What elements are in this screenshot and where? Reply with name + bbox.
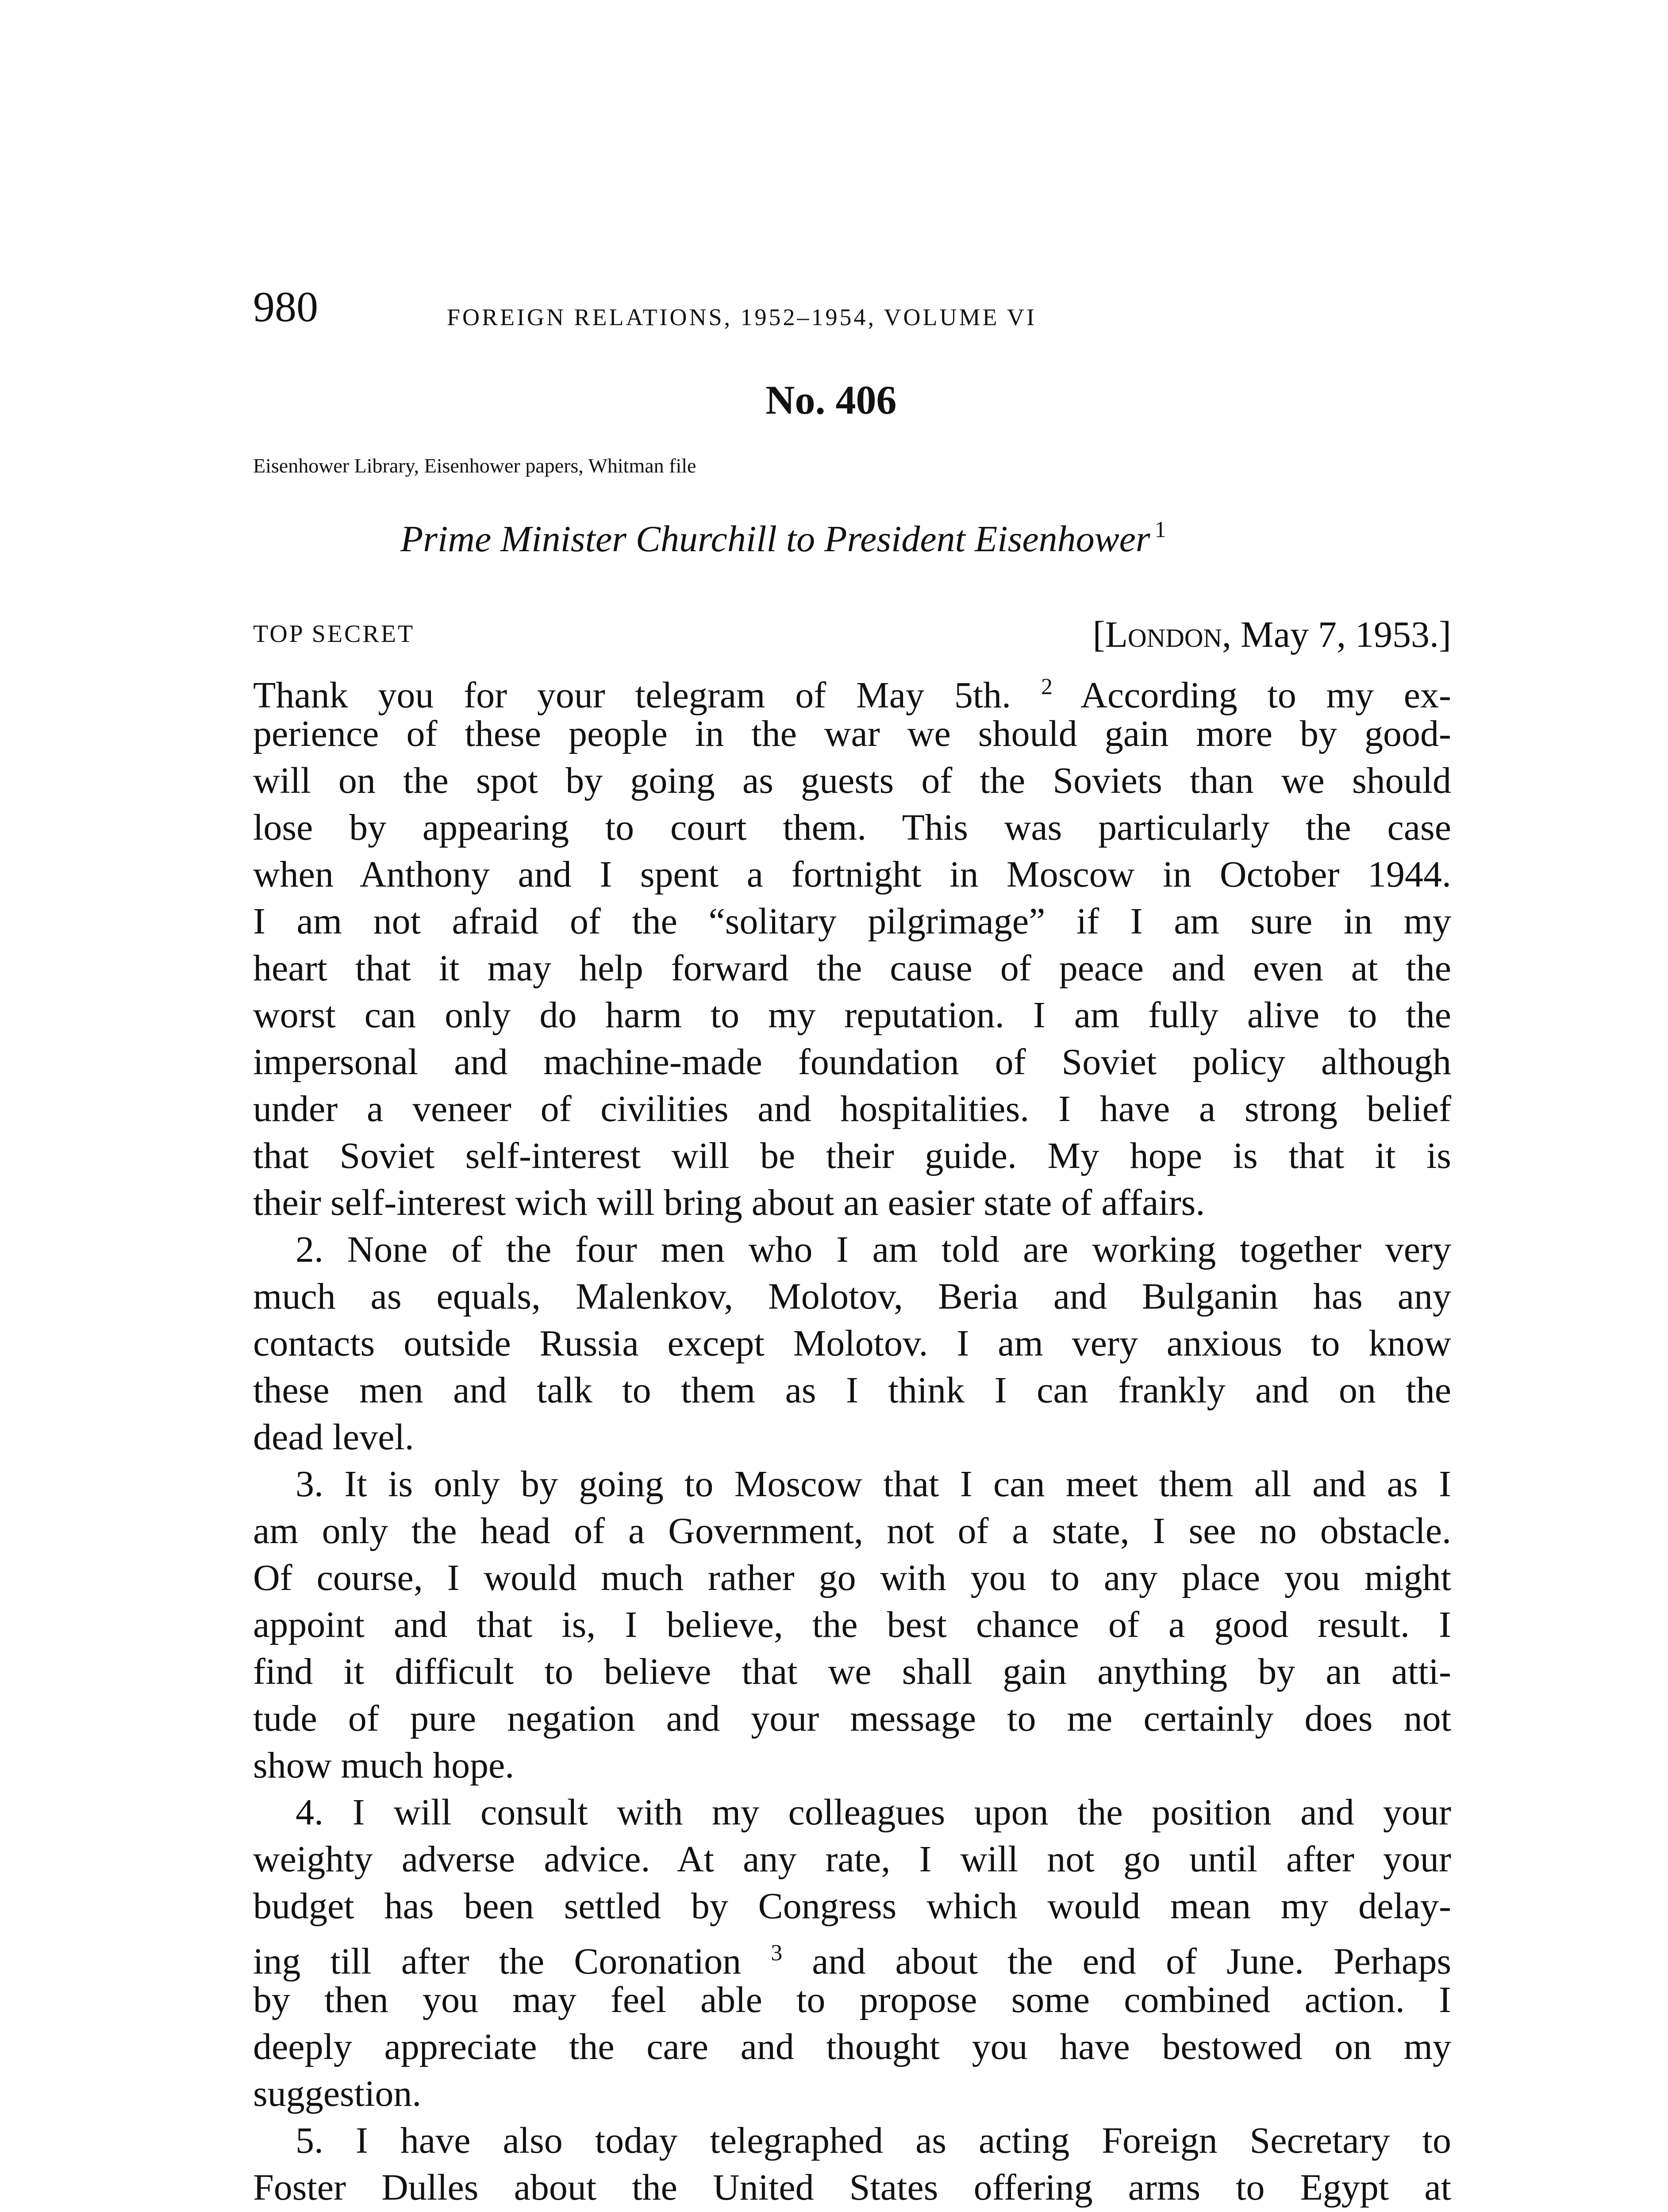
body-line: when Anthony and I spent a fortnight in Moscow in October 1944.	[253, 854, 1451, 895]
page-number: 980	[253, 283, 318, 331]
footnote-ref-2[interactable]: 2	[1041, 674, 1053, 699]
body-line: heart that it may help forward the cause of peace and even at the	[253, 948, 1451, 989]
source-note: Eisenhower Library, Eisenhower papers, Whitman file	[253, 454, 696, 477]
body-line: 2. None of the four men who I am told are working together very	[296, 1229, 1451, 1270]
body-line: worst can only do harm to my reputation. I am fully alive to the	[253, 995, 1451, 1036]
classification: TOP SECRET	[253, 620, 415, 648]
dateline-place: London	[1105, 614, 1222, 655]
body-line: Thank you for your telegram of May 5th. $^2$ According to my ex-	[253, 674, 1452, 716]
body-line: deeply appreciate the care and thought you have bestowed on my	[253, 2026, 1451, 2067]
body-line: that Soviet self-interest will be their guide. My hope is that it is	[253, 1135, 1451, 1176]
body-line: Foster Dulles about the United States offering arms to Egypt at	[253, 2167, 1451, 2208]
body-line: these men and talk to them as I think I can frankly and on the	[253, 1370, 1451, 1411]
body-line: dead level.	[253, 1417, 414, 1458]
dateline	[1080, 616, 1451, 653]
body-line: will on the spot by going as guests of the Soviets than we should	[253, 760, 1451, 801]
document-title	[400, 518, 1166, 558]
running-head: FOREIGN RELATIONS, 1952–1954, VOLUME VI	[447, 304, 1037, 330]
body-line: budget has been settled by Congress which would mean my delay-	[253, 1886, 1451, 1927]
document-title-text: Prime Minister Churchill to President Eisenhower	[400, 518, 1150, 560]
body-line: 4. I will consult with my colleagues upon the position and your	[296, 1792, 1451, 1833]
body-line: am only the head of a Government, not of a state, I see no obstacle.	[253, 1510, 1451, 1551]
body-line: ing till after the Coronation $^3$ and about the end of June. Perhaps	[253, 1940, 1452, 1982]
body-line: by then you may feel able to propose some combined action. I	[253, 1979, 1451, 2020]
document-number: No. 406	[765, 377, 897, 422]
body-line: impersonal and machine-made foundation of Soviet policy although	[253, 1041, 1451, 1083]
body-line: much as equals, Malenkov, Molotov, Beria and Bulganin has any	[253, 1276, 1451, 1317]
body-line: appoint and that is, I believe, the best chance of a good result. I	[253, 1604, 1451, 1645]
body-line: their self-interest wich will bring about an easier state of affairs.	[253, 1182, 1205, 1223]
body-line: show much hope.	[253, 1745, 515, 1786]
body-line: 5. I have also today telegraphed as acting Foreign Secretary to	[296, 2120, 1451, 2161]
body-line: Of course, I would much rather go with you to any place you might	[253, 1557, 1451, 1598]
letter-body	[253, 664, 1451, 2211]
body-line: contacts outside Russia except Molotov. I am very anxious to know	[253, 1323, 1451, 1364]
body-line: under a veneer of civilities and hospitalities. I have a strong belief	[253, 1088, 1451, 1129]
title-footnote-ref[interactable]: 1	[1154, 517, 1166, 542]
dateline-date: , May 7, 1953.]	[1222, 614, 1451, 655]
body-line: 3. It is only by going to Moscow that I can meet them all and as I	[296, 1463, 1451, 1505]
body-line: suggestion.	[253, 2073, 422, 2114]
body-line: lose by appearing to court them. This was particularly the case	[253, 807, 1451, 848]
body-line: tude of pure negation and your message to me certainly does not	[253, 1698, 1451, 1739]
dateline-open: [	[1092, 614, 1105, 655]
body-line: find it difficult to believe that we shall gain anything by an atti-	[253, 1651, 1451, 1692]
footnote-ref-3[interactable]: 3	[771, 1940, 783, 1966]
body-line: perience of these people in the war we should gain more by good-	[253, 713, 1451, 754]
body-line: I am not afraid of the “solitary pilgrimage” if I am sure in my	[253, 901, 1451, 942]
body-line: weighty adverse advice. At any rate, I will not go until after your	[253, 1839, 1451, 1880]
